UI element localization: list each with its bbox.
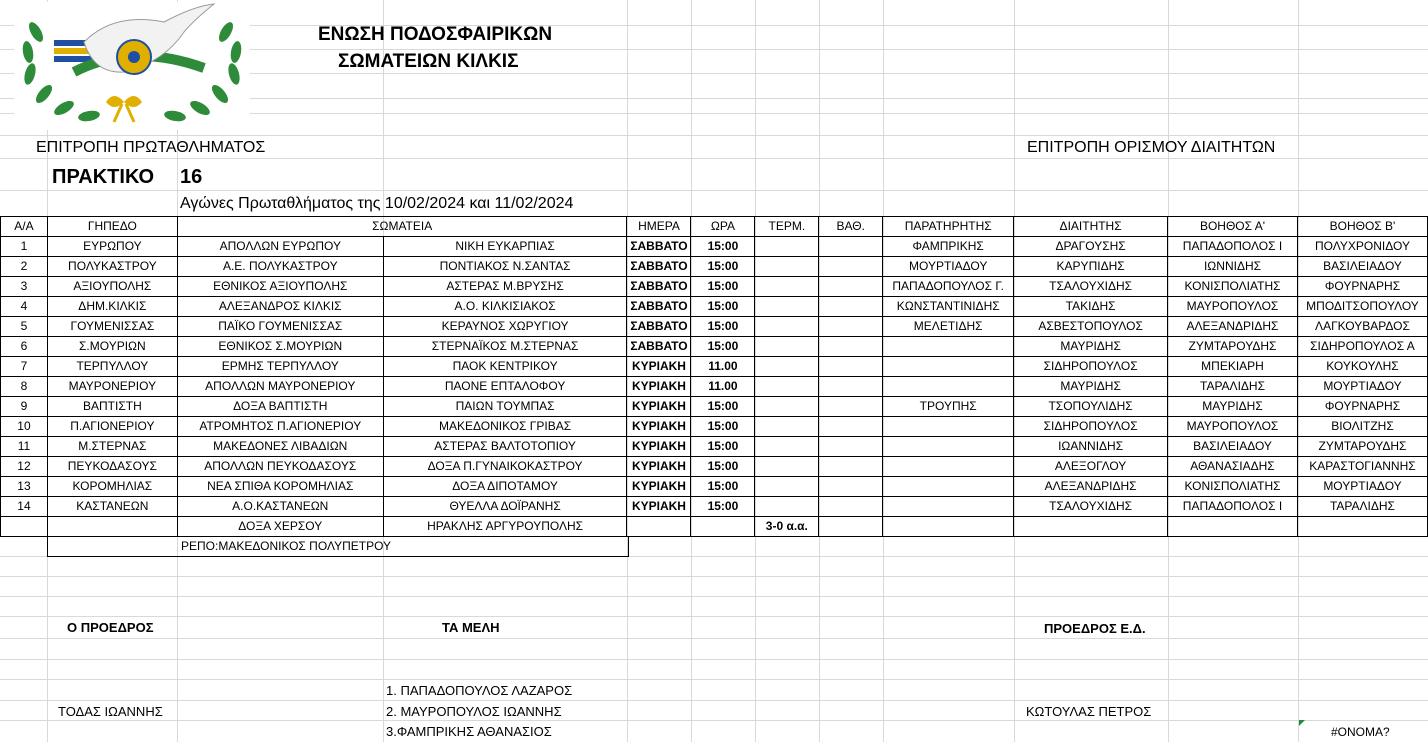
table-row — [1, 357, 1428, 377]
col-header: Α/Α — [1, 217, 48, 237]
table-cell[interactable] — [755, 377, 819, 397]
table-cell[interactable]: 1 — [1, 237, 48, 257]
president-label: Ο ΠΡΟΕΔΡΟΣ — [67, 620, 154, 635]
table-cell[interactable]: ΚΟΝΙΣΠΟΛΙΑΤΗΣ — [1168, 477, 1298, 497]
table-cell[interactable]: ΤΣΑΛΟΥΧΙΔΗΣ — [1014, 277, 1168, 297]
table-cell[interactable] — [819, 437, 883, 457]
table-cell[interactable]: ΚΑΡΑΣΤΟΓΙΑΝΝΗΣ — [1297, 457, 1427, 477]
table-cell[interactable] — [883, 357, 1014, 377]
table-cell[interactable] — [755, 257, 819, 277]
table-cell[interactable]: 8 — [1, 377, 48, 397]
table-cell[interactable]: ΦΑΜΠΡΙΚΗΣ — [883, 237, 1014, 257]
table-cell[interactable]: ΒΑΠΤΙΣΤΗ — [47, 397, 177, 417]
table-cell[interactable]: ΔΟΞΑ ΒΑΠΤΙΣΤΗ — [177, 397, 383, 417]
table-cell[interactable]: ΕΘΝΙΚΟΣ Σ.ΜΟΥΡΙΩΝ — [177, 337, 383, 357]
table-cell[interactable]: 15:00 — [691, 237, 755, 257]
table-cell[interactable]: ΚΟΥΚΟΥΛΗΣ — [1297, 357, 1427, 377]
table-cell[interactable] — [819, 497, 883, 517]
table-cell[interactable]: 9 — [1, 397, 48, 417]
col-header: ΣΩΜΑΤΕΙΑ — [177, 217, 627, 237]
table-cell[interactable]: ΑΣΤΕΡΑΣ ΒΑΛΤΟΤΟΠΙΟΥ — [383, 437, 627, 457]
union-logo — [14, 2, 250, 130]
table-cell[interactable]: ΣΑΒΒΑΤΟ — [627, 297, 691, 317]
table-cell[interactable]: ΜΑΥΡΟΝΕΡΙΟΥ — [47, 377, 177, 397]
table-cell[interactable]: ΙΩΑΝΝΙΔΗΣ — [1014, 437, 1168, 457]
table-cell[interactable]: 15:00 — [691, 417, 755, 437]
table-cell[interactable]: Α.Ε. ΠΟΛΥΚΑΣΤΡΟΥ — [177, 257, 383, 277]
table-cell[interactable]: ΚΥΡΙΑΚΗ — [627, 377, 691, 397]
table-cell[interactable]: ΠΑΙΩΝ ΤΟΥΜΠΑΣ — [383, 397, 627, 417]
table-cell[interactable] — [1, 517, 48, 537]
member-2: 2. ΜΑΥΡΟΠΟΥΛΟΣ ΙΩΑΝΝΗΣ — [386, 704, 562, 719]
col-header: ΤΕΡΜ. — [755, 217, 819, 237]
table-cell[interactable]: ΣΙΔΗΡΟΠΟΥΛΟΣ — [1014, 417, 1168, 437]
table-cell[interactable]: 14 — [1, 497, 48, 517]
table-cell[interactable] — [755, 397, 819, 417]
table-cell[interactable] — [883, 417, 1014, 437]
table-cell[interactable]: 15:00 — [691, 337, 755, 357]
ref-president-label: ΠΡΟΕΔΡΟΣ Ε.Δ. — [1044, 621, 1146, 636]
table-cell[interactable]: ΣΑΒΒΑΤΟ — [627, 257, 691, 277]
table-row — [1, 377, 1428, 397]
table-cell[interactable] — [819, 297, 883, 317]
table-cell[interactable]: 15:00 — [691, 277, 755, 297]
table-cell[interactable]: ΑΠΟΛΛΩΝ ΜΑΥΡΟΝΕΡΙΟΥ — [177, 377, 383, 397]
table-cell[interactable]: ΜΑΥΡΙΔΗΣ — [1168, 397, 1298, 417]
union-title-line2: ΣΩΜΑΤΕΙΩΝ ΚΙΛΚΙΣ — [338, 51, 519, 72]
table-cell[interactable]: Α.Ο.ΚΑΣΤΑΝΕΩΝ — [177, 497, 383, 517]
table-cell[interactable]: ΚΥΡΙΑΚΗ — [627, 357, 691, 377]
table-cell[interactable]: 11.00 — [691, 377, 755, 397]
table-cell[interactable]: ΒΙΟΛΙΤΖΗΣ — [1297, 417, 1427, 437]
table-cell[interactable] — [755, 237, 819, 257]
table-cell[interactable]: 4 — [1, 297, 48, 317]
table-cell[interactable] — [883, 377, 1014, 397]
table-cell[interactable] — [755, 317, 819, 337]
table-cell[interactable] — [819, 337, 883, 357]
table-cell[interactable]: 7 — [1, 357, 48, 377]
table-cell[interactable]: ΒΑΣΙΛΕΙΑΔΟΥ — [1168, 437, 1298, 457]
table-cell[interactable]: ΜΑΥΡΙΔΗΣ — [1014, 377, 1168, 397]
table-cell[interactable]: ΣΑΒΒΑΤΟ — [627, 237, 691, 257]
table-cell[interactable]: ΑΣΤΕΡΑΣ Μ.ΒΡΥΣΗΣ — [383, 277, 627, 297]
table-cell[interactable]: ΚΥΡΙΑΚΗ — [627, 437, 691, 457]
table-cell[interactable] — [883, 477, 1014, 497]
table-cell[interactable]: ΚΥΡΙΑΚΗ — [627, 457, 691, 477]
table-cell[interactable]: ΤΑΡΑΛΙΔΗΣ — [1297, 497, 1427, 517]
table-cell[interactable]: ΚΥΡΙΑΚΗ — [627, 397, 691, 417]
table-cell[interactable]: ΜΑΥΡΟΠΟΥΛΟΣ — [1168, 297, 1298, 317]
col-header: ΒΟΗΘΟΣ Β' — [1297, 217, 1427, 237]
table-cell[interactable]: 15:00 — [691, 297, 755, 317]
table-cell[interactable]: ΜΟΥΡΤΙΑΔΟΥ — [1297, 377, 1427, 397]
table-cell[interactable]: ΠΑΠΑΔΟΠΟΛΟΣ Ι — [1168, 237, 1298, 257]
table-cell[interactable] — [1297, 517, 1427, 537]
table-cell[interactable] — [883, 337, 1014, 357]
table-cell[interactable] — [755, 477, 819, 497]
table-cell[interactable] — [1014, 517, 1168, 537]
table-cell[interactable]: ΝΙΚΗ ΕΥΚΑΡΠΙΑΣ — [383, 237, 627, 257]
table-cell[interactable]: ΚΟΝΙΣΠΟΛΙΑΤΗΣ — [1168, 277, 1298, 297]
col-header: ΗΜΕΡΑ — [627, 217, 691, 237]
table-cell[interactable]: ΜΕΛΕΤΙΔΗΣ — [883, 317, 1014, 337]
table-cell[interactable]: ΑΛΕΞΟΓΛΟΥ — [1014, 457, 1168, 477]
col-header: ΒΟΗΘΟΣ Α' — [1168, 217, 1298, 237]
name-error-cell[interactable]: #ΟΝΟΜΑ? — [1331, 725, 1390, 739]
table-cell[interactable]: ΜΑΥΡΟΠΟΥΛΟΣ — [1168, 417, 1298, 437]
table-cell[interactable]: ΤΑΡΑΛΙΔΗΣ — [1168, 377, 1298, 397]
table-cell[interactable]: Π.ΑΓΙΟΝΕΡΙΟΥ — [47, 417, 177, 437]
table-cell[interactable]: 11.00 — [691, 357, 755, 377]
president-name: ΤΟΔΑΣ ΙΩΑΝΝΗΣ — [58, 704, 163, 719]
table-cell[interactable]: ΔΟΞΑ ΧΕΡΣΟΥ — [177, 517, 383, 537]
table-cell[interactable]: ΣΙΔΗΡΟΠΟΥΛΟΣ Α — [1297, 337, 1427, 357]
table-cell[interactable]: ΤΑΚΙΔΗΣ — [1014, 297, 1168, 317]
table-cell[interactable]: ΠΕΥΚΟΔΑΣΟΥΣ — [47, 457, 177, 477]
union-title-line1: ΕΝΩΣΗ ΠΟΔΟΣΦΑΙΡΙΚΩΝ — [318, 24, 553, 45]
table-header-row — [1, 217, 1428, 237]
table-cell[interactable]: ΑΘΑΝΑΣΙΑΔΗΣ — [1168, 457, 1298, 477]
table-cell[interactable]: ΚΕΡΑΥΝΟΣ ΧΩΡΥΓΙΟΥ — [383, 317, 627, 337]
table-cell[interactable]: ΑΤΡΟΜΗΤΟΣ Π.ΑΓΙΟΝΕΡΙΟΥ — [177, 417, 383, 437]
table-cell[interactable] — [691, 517, 755, 537]
table-cell[interactable] — [819, 237, 883, 257]
table-cell[interactable]: 12 — [1, 457, 48, 477]
table-cell[interactable]: ΕΡΜΗΣ ΤΕΡΠΥΛΛΟΥ — [177, 357, 383, 377]
table-cell[interactable]: ΑΠΟΛΛΩΝ ΠΕΥΚΟΔΑΣΟΥΣ — [177, 457, 383, 477]
table-row — [1, 277, 1428, 297]
table-cell[interactable]: ΤΣΑΛΟΥΧΙΔΗΣ — [1014, 497, 1168, 517]
table-row — [1, 297, 1428, 317]
table-cell[interactable]: 3 — [1, 277, 48, 297]
table-cell[interactable]: ΔΟΞΑ ΔΙΠΟΤΑΜΟΥ — [383, 477, 627, 497]
col-header: ΒΑΘ. — [819, 217, 883, 237]
record-number: 16 — [180, 166, 203, 188]
table-cell[interactable] — [819, 517, 883, 537]
table-cell[interactable] — [1168, 517, 1298, 537]
table-cell[interactable]: ΤΣΟΠΟΥΛΙΔΗΣ — [1014, 397, 1168, 417]
table-cell[interactable]: ΖΥΜΤΑΡΟΥΔΗΣ — [1168, 337, 1298, 357]
table-cell[interactable]: Α.Ο. ΚΙΛΚΙΣΙΑΚΟΣ — [383, 297, 627, 317]
table-cell[interactable]: ΦΟΥΡΝΑΡΗΣ — [1297, 397, 1427, 417]
table-cell[interactable]: ΑΠΟΛΛΩΝ ΕΥΡΩΠΟΥ — [177, 237, 383, 257]
table-row — [1, 257, 1428, 277]
table-cell[interactable] — [883, 437, 1014, 457]
table-cell[interactable]: ΜΑΚΕΔΟΝΕΣ ΛΙΒΑΔΙΩΝ — [177, 437, 383, 457]
col-header: ΩΡΑ — [691, 217, 755, 237]
table-row — [1, 337, 1428, 357]
table-cell[interactable]: 15:00 — [691, 457, 755, 477]
table-cell[interactable]: 15:00 — [691, 497, 755, 517]
table-cell[interactable]: ΜΠΕΚΙΑΡΗ — [1168, 357, 1298, 377]
table-cell[interactable]: 2 — [1, 257, 48, 277]
table-cell[interactable]: ΠΑΟΚ ΚΕΝΤΡΙΚΟΥ — [383, 357, 627, 377]
table-cell[interactable]: 13 — [1, 477, 48, 497]
matches-subtitle: Αγώνες Πρωταθλήματος της 10/02/2024 και 11/02/2024 — [180, 195, 574, 212]
table-cell[interactable] — [819, 417, 883, 437]
table-cell[interactable]: ΠΟΛΥΧΡΟΝΙΔΟΥ — [1297, 237, 1427, 257]
table-cell[interactable]: ΤΡΟΥΠΗΣ — [883, 397, 1014, 417]
table-cell[interactable]: ΤΕΡΠΥΛΛΟΥ — [47, 357, 177, 377]
table-cell[interactable] — [819, 477, 883, 497]
table-cell[interactable] — [755, 297, 819, 317]
table-cell[interactable]: ΚΟΡΟΜΗΛΙΑΣ — [47, 477, 177, 497]
table-cell[interactable]: ΑΞΙΟΥΠΟΛΗΣ — [47, 277, 177, 297]
table-cell[interactable]: ΜΠΟΔΙΤΣΟΠΟΥΛΟΥ — [1297, 297, 1427, 317]
table-row — [1, 417, 1428, 437]
table-cell[interactable]: ΘΥΕΛΛΑ ΔΟΪΡΑΝΗΣ — [383, 497, 627, 517]
table-row — [1, 397, 1428, 417]
table-cell[interactable]: ΚΩΝΣΤΑΝΤΙΝΙΔΗΣ — [883, 297, 1014, 317]
table-cell[interactable]: ΚΑΣΤΑΝΕΩΝ — [47, 497, 177, 517]
table-cell[interactable] — [755, 417, 819, 437]
table-cell[interactable] — [755, 277, 819, 297]
col-header: ΓΗΠΕΔΟ — [47, 217, 177, 237]
table-cell[interactable]: 15:00 — [691, 317, 755, 337]
table-cell[interactable] — [819, 277, 883, 297]
ref-president-name: ΚΩΤΟΥΛΑΣ ΠΕΤΡΟΣ — [1026, 704, 1152, 719]
table-cell[interactable]: 3-0 α.α. — [755, 517, 819, 537]
table-cell[interactable]: Σ.ΜΟΥΡΙΩΝ — [47, 337, 177, 357]
table-cell[interactable]: ΔΟΞΑ Π.ΓΥΝΑΙΚΟΚΑΣΤΡΟΥ — [383, 457, 627, 477]
table-cell[interactable]: ΠΟΝΤΙΑΚΟΣ Ν.ΣΑΝΤΑΣ — [383, 257, 627, 277]
table-cell[interactable]: ΠΑΠΑΔΟΠΟΥΛΟΣ Γ. — [883, 277, 1014, 297]
table-cell[interactable]: ΣΑΒΒΑΤΟ — [627, 277, 691, 297]
bye-team-cell — [47, 536, 629, 557]
table-cell[interactable]: ΚΥΡΙΑΚΗ — [627, 497, 691, 517]
table-cell[interactable] — [819, 257, 883, 277]
table-row — [1, 477, 1428, 497]
table-cell[interactable]: Μ.ΣΤΕΡΝΑΣ — [47, 437, 177, 457]
table-cell[interactable]: 15:00 — [691, 477, 755, 497]
record-label: ΠΡΑΚΤΙΚΟ — [52, 166, 155, 188]
col-header: ΠΑΡΑΤΗΡΗΤΗΣ — [883, 217, 1014, 237]
table-cell[interactable]: ΣΑΒΒΑΤΟ — [627, 317, 691, 337]
match-schedule-table — [0, 216, 1428, 537]
table-cell[interactable]: ΜΟΥΡΤΙΑΔΟΥ — [1297, 477, 1427, 497]
table-cell[interactable]: ΚΑΡΥΠΙΔΗΣ — [1014, 257, 1168, 277]
table-cell[interactable] — [819, 317, 883, 337]
table-cell[interactable]: ΠΟΛΥΚΑΣΤΡΟΥ — [47, 257, 177, 277]
table-cell[interactable] — [883, 457, 1014, 477]
table-cell[interactable] — [755, 497, 819, 517]
table-cell[interactable] — [819, 357, 883, 377]
table-cell[interactable]: ΛΑΓΚΟΥΒΑΡΔΟΣ — [1297, 317, 1427, 337]
table-cell[interactable]: 5 — [1, 317, 48, 337]
members-label: ΤΑ ΜΕΛΗ — [442, 620, 500, 635]
table-cell[interactable]: ΕΘΝΙΚΟΣ ΑΞΙΟΥΠΟΛΗΣ — [177, 277, 383, 297]
table-cell[interactable]: ΠΑΠΑΔΟΠΟΛΟΣ Ι — [1168, 497, 1298, 517]
table-cell[interactable]: ΔΡΑΓΟΥΣΗΣ — [1014, 237, 1168, 257]
table-cell[interactable]: ΚΥΡΙΑΚΗ — [627, 417, 691, 437]
table-cell[interactable]: ΦΟΥΡΝΑΡΗΣ — [1297, 277, 1427, 297]
table-cell[interactable]: ΙΩΝΝΙΔΗΣ — [1168, 257, 1298, 277]
table-cell[interactable] — [755, 357, 819, 377]
table-cell[interactable]: ΣΤΕΡΝΑΪΚΟΣ Μ.ΣΤΕΡΝΑΣ — [383, 337, 627, 357]
table-cell[interactable]: ΣΙΔΗΡΟΠΟΥΛΟΣ — [1014, 357, 1168, 377]
table-cell[interactable] — [819, 457, 883, 477]
table-cell[interactable]: 15:00 — [691, 257, 755, 277]
bye-team: ΡΕΠΟ:ΜΑΚΕΔΟΝΙΚΟΣ ΠΟΛΥΠΕΤΡΟΥ — [181, 539, 392, 553]
table-cell[interactable]: ΑΛΕΞΑΝΔΡΟΣ ΚΙΛΚΙΣ — [177, 297, 383, 317]
col-header: ΔΙΑΙΤΗΤΗΣ — [1014, 217, 1168, 237]
referee-committee: ΕΠΙΤΡΟΠΗ ΟΡΙΣΜΟΥ ΔΙΑΙΤΗΤΩΝ — [1027, 139, 1276, 156]
table-row — [1, 237, 1428, 257]
table-cell[interactable]: ΔΗΜ.ΚΙΛΚΙΣ — [47, 297, 177, 317]
table-cell[interactable]: ΓΟΥΜΕΝΙΣΣΑΣ — [47, 317, 177, 337]
table-cell[interactable]: ΚΥΡΙΑΚΗ — [627, 477, 691, 497]
table-cell[interactable]: ΜΑΚΕΔΟΝΙΚΟΣ ΓΡΙΒΑΣ — [383, 417, 627, 437]
table-cell[interactable]: ΑΛΕΞΑΝΔΡΙΔΗΣ — [1168, 317, 1298, 337]
table-cell[interactable] — [755, 457, 819, 477]
table-row — [1, 317, 1428, 337]
table-cell[interactable]: 15:00 — [691, 437, 755, 457]
table-cell[interactable]: 6 — [1, 337, 48, 357]
table-cell[interactable]: ΜΟΥΡΤΙΑΔΟΥ — [883, 257, 1014, 277]
table-row — [1, 437, 1428, 457]
table-row — [1, 457, 1428, 477]
table-cell[interactable]: ΑΣΒΕΣΤΟΠΟΥΛΟΣ — [1014, 317, 1168, 337]
table-cell[interactable]: 10 — [1, 417, 48, 437]
table-cell[interactable] — [755, 337, 819, 357]
table-cell[interactable]: 11 — [1, 437, 48, 457]
table-cell[interactable] — [755, 437, 819, 457]
championship-committee: ΕΠΙΤΡΟΠΗ ΠΡΩΤΑΘΛΗΜΑΤΟΣ — [36, 139, 266, 156]
cell-error-indicator — [1299, 720, 1305, 726]
table-cell[interactable] — [883, 497, 1014, 517]
table-cell[interactable] — [819, 377, 883, 397]
table-row — [1, 497, 1428, 517]
table-cell[interactable]: 15:00 — [691, 397, 755, 417]
table-cell[interactable]: ΝΕΑ ΣΠΙΘΑ ΚΟΡΟΜΗΛΙΑΣ — [177, 477, 383, 497]
table-cell[interactable]: ΠΑΟΝΕ ΕΠΤΑΛΟΦΟΥ — [383, 377, 627, 397]
table-cell[interactable]: ΜΑΥΡΙΔΗΣ — [1014, 337, 1168, 357]
member-3: 3.ΦΑΜΠΡΙΚΗΣ ΑΘΑΝΑΣΙΟΣ — [386, 724, 552, 739]
table-cell[interactable]: ΒΑΣΙΛΕΙΑΔΟΥ — [1297, 257, 1427, 277]
table-cell[interactable]: ΠΑΪΚΟ ΓΟΥΜΕΝΙΣΣΑΣ — [177, 317, 383, 337]
table-cell[interactable] — [47, 517, 177, 537]
table-cell[interactable] — [819, 397, 883, 417]
table-cell[interactable]: ΕΥΡΩΠΟΥ — [47, 237, 177, 257]
table-cell[interactable]: ΗΡΑΚΛΗΣ ΑΡΓΥΡΟΥΠΟΛΗΣ — [383, 517, 627, 537]
table-cell[interactable]: ΣΑΒΒΑΤΟ — [627, 337, 691, 357]
member-1: 1. ΠΑΠΑΔΟΠΟΥΛΟΣ ΛΑΖΑΡΟΣ — [386, 683, 573, 698]
table-cell[interactable]: ΖΥΜΤΑΡΟΥΔΗΣ — [1297, 437, 1427, 457]
table-row — [1, 517, 1428, 537]
table-cell[interactable] — [627, 517, 691, 537]
table-cell[interactable]: ΑΛΕΞΑΝΔΡΙΔΗΣ — [1014, 477, 1168, 497]
table-cell[interactable] — [883, 517, 1014, 537]
